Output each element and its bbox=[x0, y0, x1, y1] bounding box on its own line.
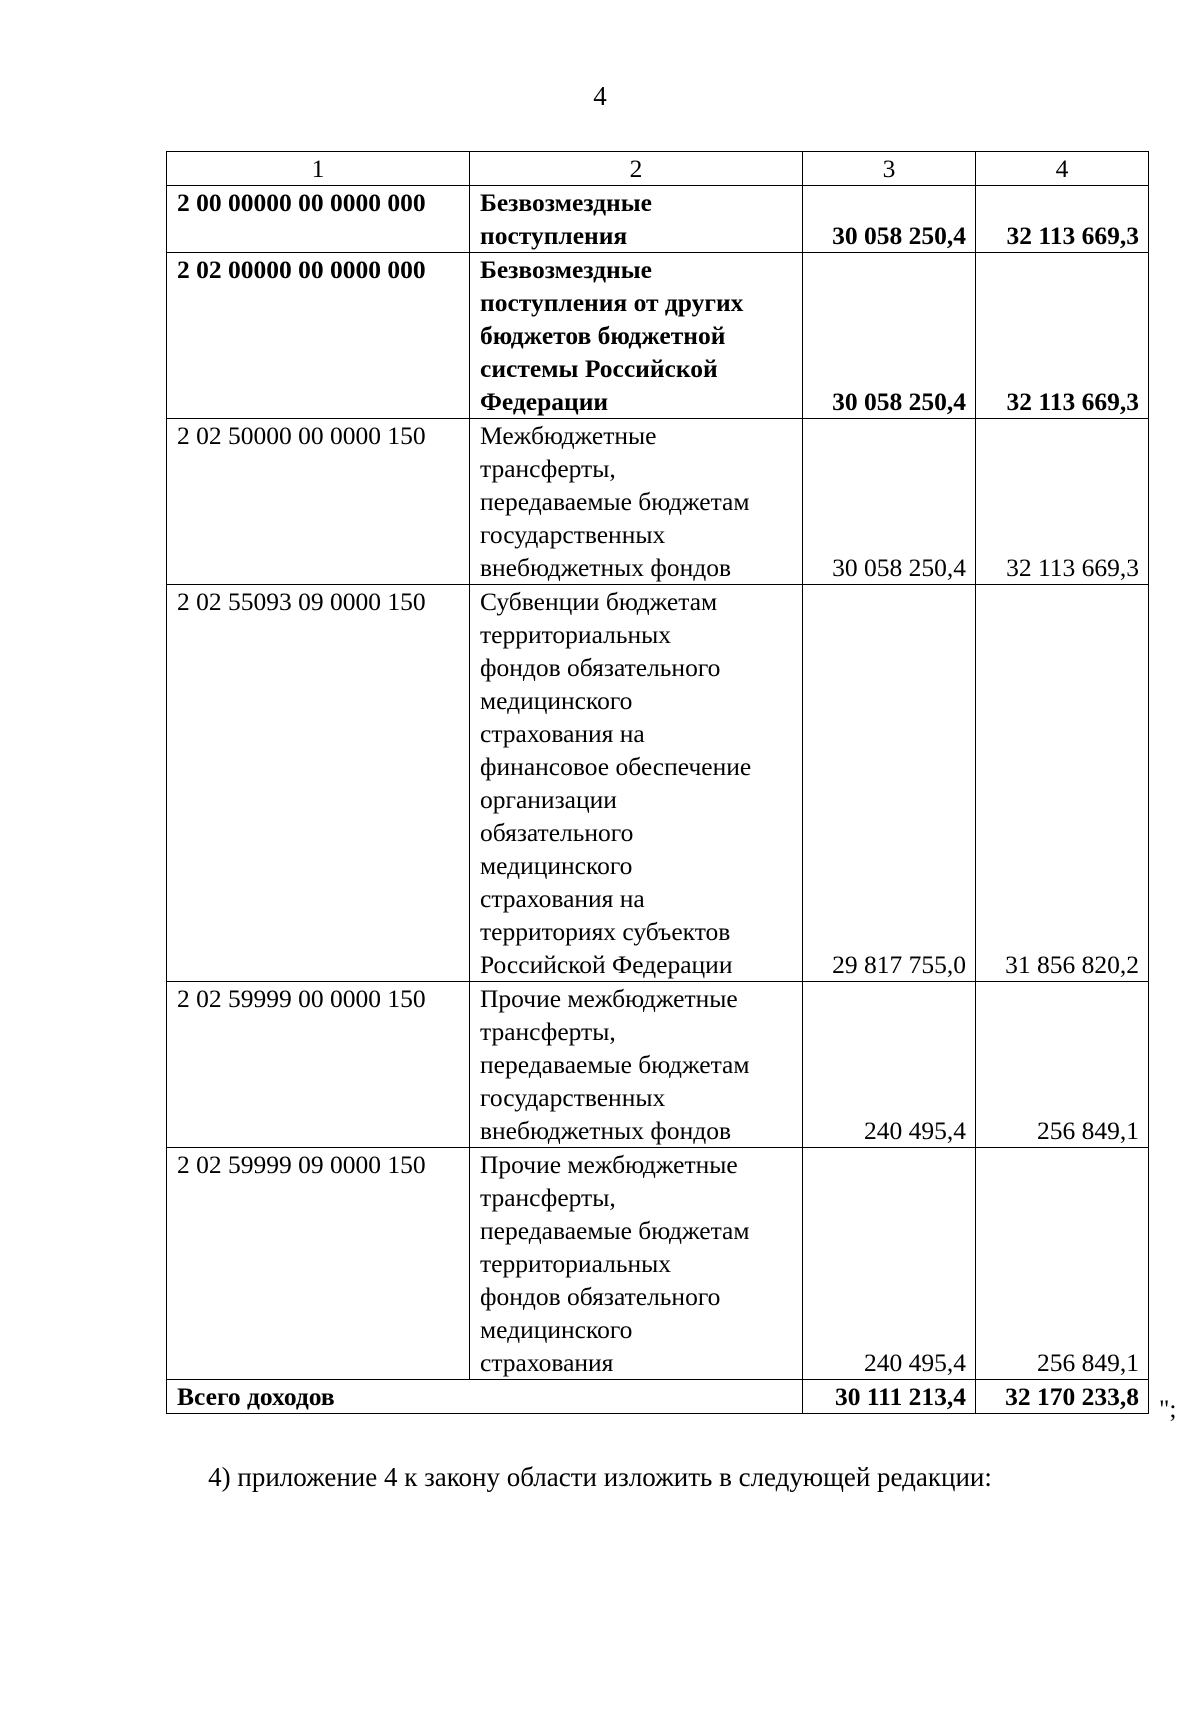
revenue-name-line: передаваемые бюджетам bbox=[480, 1216, 750, 1245]
revenue-table bbox=[166, 151, 1149, 1414]
revenue-name-line: страхования на bbox=[480, 884, 645, 913]
page-number: 4 bbox=[593, 81, 607, 111]
budget-code: 2 02 50000 00 0000 150 bbox=[167, 419, 470, 585]
revenue-name-line: поступления bbox=[480, 221, 628, 250]
table-row bbox=[167, 982, 1149, 1148]
revenue-name bbox=[470, 186, 803, 253]
table-row bbox=[167, 253, 1149, 419]
revenue-table-container bbox=[166, 151, 1149, 1414]
amount-col-4: 32 113 669,3 bbox=[976, 253, 1149, 419]
table-header-row bbox=[167, 152, 1149, 186]
revenue-name-line: страхования bbox=[480, 1348, 614, 1377]
amount-col-3: 30 058 250,4 bbox=[803, 253, 976, 419]
total-amount-col-3: 30 111 213,4 bbox=[803, 1380, 976, 1414]
revenue-name-line: территориальных bbox=[480, 1249, 671, 1278]
revenue-name-line: Безвозмездные bbox=[480, 255, 652, 284]
column-header-3: 3 bbox=[803, 152, 976, 186]
revenue-name-line: внебюджетных фондов bbox=[480, 1116, 732, 1145]
revenue-name-line: страхования на bbox=[480, 719, 645, 748]
amount-col-4: 256 849,1 bbox=[976, 1148, 1149, 1380]
revenue-name-line: Безвозмездные bbox=[480, 188, 652, 217]
revenue-name-line: трансферты, bbox=[480, 1017, 616, 1046]
revenue-name-line: территориях субъектов bbox=[480, 917, 731, 946]
revenue-name bbox=[470, 982, 803, 1148]
revenue-name-line: фондов обязательного bbox=[480, 1282, 721, 1311]
revenue-name-line: Российской Федерации bbox=[480, 950, 733, 979]
revenue-name-line: передаваемые бюджетам bbox=[480, 487, 750, 516]
table-row bbox=[167, 1148, 1149, 1380]
total-row bbox=[167, 1380, 1149, 1414]
amount-col-4: 31 856 820,2 bbox=[976, 585, 1149, 982]
closing-quote: "; bbox=[1159, 1394, 1177, 1423]
revenue-name bbox=[470, 419, 803, 585]
total-amount-col-4: 32 170 233,8 bbox=[976, 1380, 1149, 1414]
total-label: Всего доходов bbox=[167, 1380, 803, 1414]
table-row bbox=[167, 186, 1149, 253]
table-row bbox=[167, 419, 1149, 585]
revenue-name-line: передаваемые бюджетам bbox=[480, 1050, 750, 1079]
revenue-name bbox=[470, 585, 803, 982]
amount-col-4: 32 113 669,3 bbox=[976, 186, 1149, 253]
budget-code: 2 00 00000 00 0000 000 bbox=[167, 186, 470, 253]
revenue-name-line: обязательного bbox=[480, 818, 634, 847]
amount-col-3: 240 495,4 bbox=[803, 982, 976, 1148]
budget-code: 2 02 00000 00 0000 000 bbox=[167, 253, 470, 419]
revenue-name-line: трансферты, bbox=[480, 1183, 616, 1212]
amount-col-4: 32 113 669,3 bbox=[976, 419, 1149, 585]
amount-col-3: 30 058 250,4 bbox=[803, 186, 976, 253]
revenue-name-line: медицинского bbox=[480, 1315, 633, 1344]
revenue-name-line: Федерации bbox=[480, 387, 609, 416]
amount-col-4: 256 849,1 bbox=[976, 982, 1149, 1148]
revenue-name-line: Прочие межбюджетные bbox=[480, 1150, 738, 1179]
revenue-name-line: трансферты, bbox=[480, 454, 616, 483]
revenue-name-line: Межбюджетные bbox=[480, 421, 657, 450]
revenue-name-line: государственных bbox=[480, 1083, 666, 1112]
column-header-4: 4 bbox=[976, 152, 1149, 186]
column-header-1: 1 bbox=[167, 152, 470, 186]
revenue-name-line: поступления от других bbox=[480, 288, 744, 317]
revenue-name bbox=[470, 1148, 803, 1380]
column-header-2: 2 bbox=[470, 152, 803, 186]
revenue-name-line: финансовое обеспечение bbox=[480, 752, 752, 781]
revenue-name-line: медицинского bbox=[480, 686, 633, 715]
amount-col-3: 240 495,4 bbox=[803, 1148, 976, 1380]
revenue-name-line: бюджетов бюджетной bbox=[480, 321, 726, 350]
revenue-name-line: территориальных bbox=[480, 620, 671, 649]
revenue-name-line: фондов обязательного bbox=[480, 653, 721, 682]
revenue-name-line: Прочие межбюджетные bbox=[480, 984, 738, 1013]
amount-col-3: 29 817 755,0 bbox=[803, 585, 976, 982]
revenue-name-line: внебюджетных фондов bbox=[480, 553, 732, 582]
revenue-name-line: организации bbox=[480, 785, 617, 814]
revenue-name-line: Субвенции бюджетам bbox=[480, 587, 718, 616]
budget-code: 2 02 55093 09 0000 150 bbox=[167, 585, 470, 982]
table-row bbox=[167, 585, 1149, 982]
revenue-name-line: государственных bbox=[480, 520, 666, 549]
amendment-note: 4) приложение 4 к закону области изложить в следующей редакции: bbox=[208, 1462, 992, 1492]
budget-code: 2 02 59999 00 0000 150 bbox=[167, 982, 470, 1148]
budget-code: 2 02 59999 09 0000 150 bbox=[167, 1148, 470, 1380]
revenue-name-line: медицинского bbox=[480, 851, 633, 880]
revenue-name-line: системы Российской bbox=[480, 354, 718, 383]
amount-col-3: 30 058 250,4 bbox=[803, 419, 976, 585]
revenue-name bbox=[470, 253, 803, 419]
